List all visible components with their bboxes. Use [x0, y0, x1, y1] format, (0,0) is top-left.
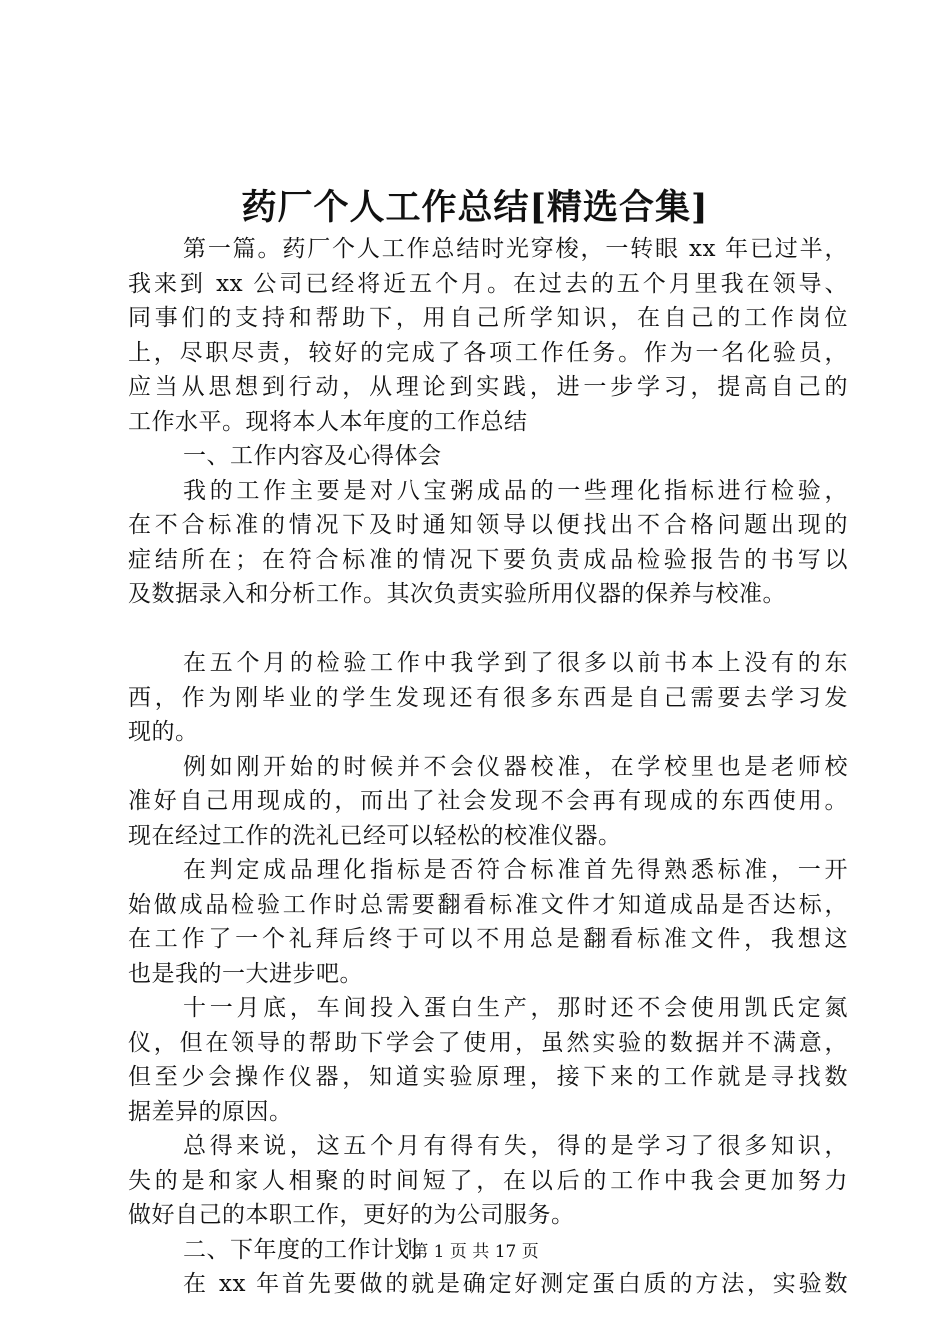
paragraph-line: 我的工作主要是对八宝粥成品的一些理化指标进行检验，: [183, 477, 848, 504]
paragraph-line: 据差异的原因。: [128, 1098, 293, 1125]
paragraph-line: 症结所在；在符合标准的情况下要负责成品检验报告的书写以: [128, 546, 848, 573]
paragraph-line: 在不合标准的情况下及时通知领导以便找出不合格问题出现的: [128, 512, 848, 538]
paragraph-line: 西，作为刚毕业的学生发现还有很多东西是自己需要去学习发: [128, 684, 848, 711]
paragraph-line: 现在经过工作的洗礼已经可以轻松的校准仪器。: [128, 822, 622, 849]
page-footer: 第 1 页 共 17 页: [411, 1242, 539, 1262]
paragraph-line: 我来到 xx 公司已经将近五个月。在过去的五个月里我在领导、: [128, 270, 848, 297]
document-title: 药厂个人工作总结[精选合集]: [241, 187, 709, 228]
paragraph-line: 上，尽职尽责，较好的完成了各项工作任务。作为一名化验员，: [128, 339, 848, 366]
paragraph-line: 但至少会操作仪器，知道实验原理，接下来的工作就是寻找数: [128, 1064, 848, 1090]
section-heading: 一、工作内容及心得体会: [183, 443, 442, 469]
paragraph-line: 仪，但在领导的帮助下学会了使用，虽然实验的数据并不满意，: [128, 1029, 848, 1056]
paragraph-line: 同事们的支持和帮助下，用自己所学知识，在自己的工作岗位: [128, 305, 848, 331]
section-heading: 二、下年度的工作计划: [183, 1236, 418, 1263]
paragraph-line: 始做成品检验工作时总需要翻看标准文件才知道成品是否达标，: [128, 891, 848, 918]
paragraph-line: 在 xx 年首先要做的就是确定好测定蛋白质的方法，实验数: [183, 1271, 848, 1297]
paragraph-line: 也是我的一大进步吧。: [128, 960, 363, 987]
paragraph-line: 在工作了一个礼拜后终于可以不用总是翻看标准文件，我想这: [128, 926, 848, 952]
paragraph-line: 应当从思想到行动，从理论到实践，进一步学习，提高自己的: [128, 374, 848, 400]
paragraph-line: 在五个月的检验工作中我学到了很多以前书本上没有的东: [183, 650, 848, 676]
paragraph-line: 现的。: [128, 719, 199, 745]
paragraph-line: 工作水平。现将本人本年度的工作总结: [128, 408, 528, 435]
paragraph-line: 总得来说，这五个月有得有失，得的是学习了很多知识，: [183, 1133, 848, 1159]
blank-line: [128, 612, 848, 647]
paragraph-line: 在判定成品理化指标是否符合标准首先得熟悉标准，一开: [183, 857, 848, 883]
paragraph-line: 十一月底，车间投入蛋白生产，那时还不会使用凯氏定氮: [183, 995, 848, 1021]
paragraph-line: 及数据录入和分析工作。其次负责实验所用仪器的保养与校准。: [128, 581, 786, 607]
paragraph-line: 做好自己的本职工作，更好的为公司服务。: [128, 1202, 575, 1228]
document-body: [128, 232, 848, 1302]
paragraph-line: 失的是和家人相聚的时间短了，在以后的工作中我会更加努力: [128, 1167, 848, 1194]
paragraph-line: 第一篇。药厂个人工作总结时光穿梭，一转眼 xx 年已过半，: [183, 236, 848, 262]
paragraph-line: 准好自己用现成的，而出了社会发现不会再有现成的东西使用。: [128, 788, 848, 814]
paragraph-line: 例如刚开始的时候并不会仪器校准，在学校里也是老师校: [183, 753, 848, 780]
